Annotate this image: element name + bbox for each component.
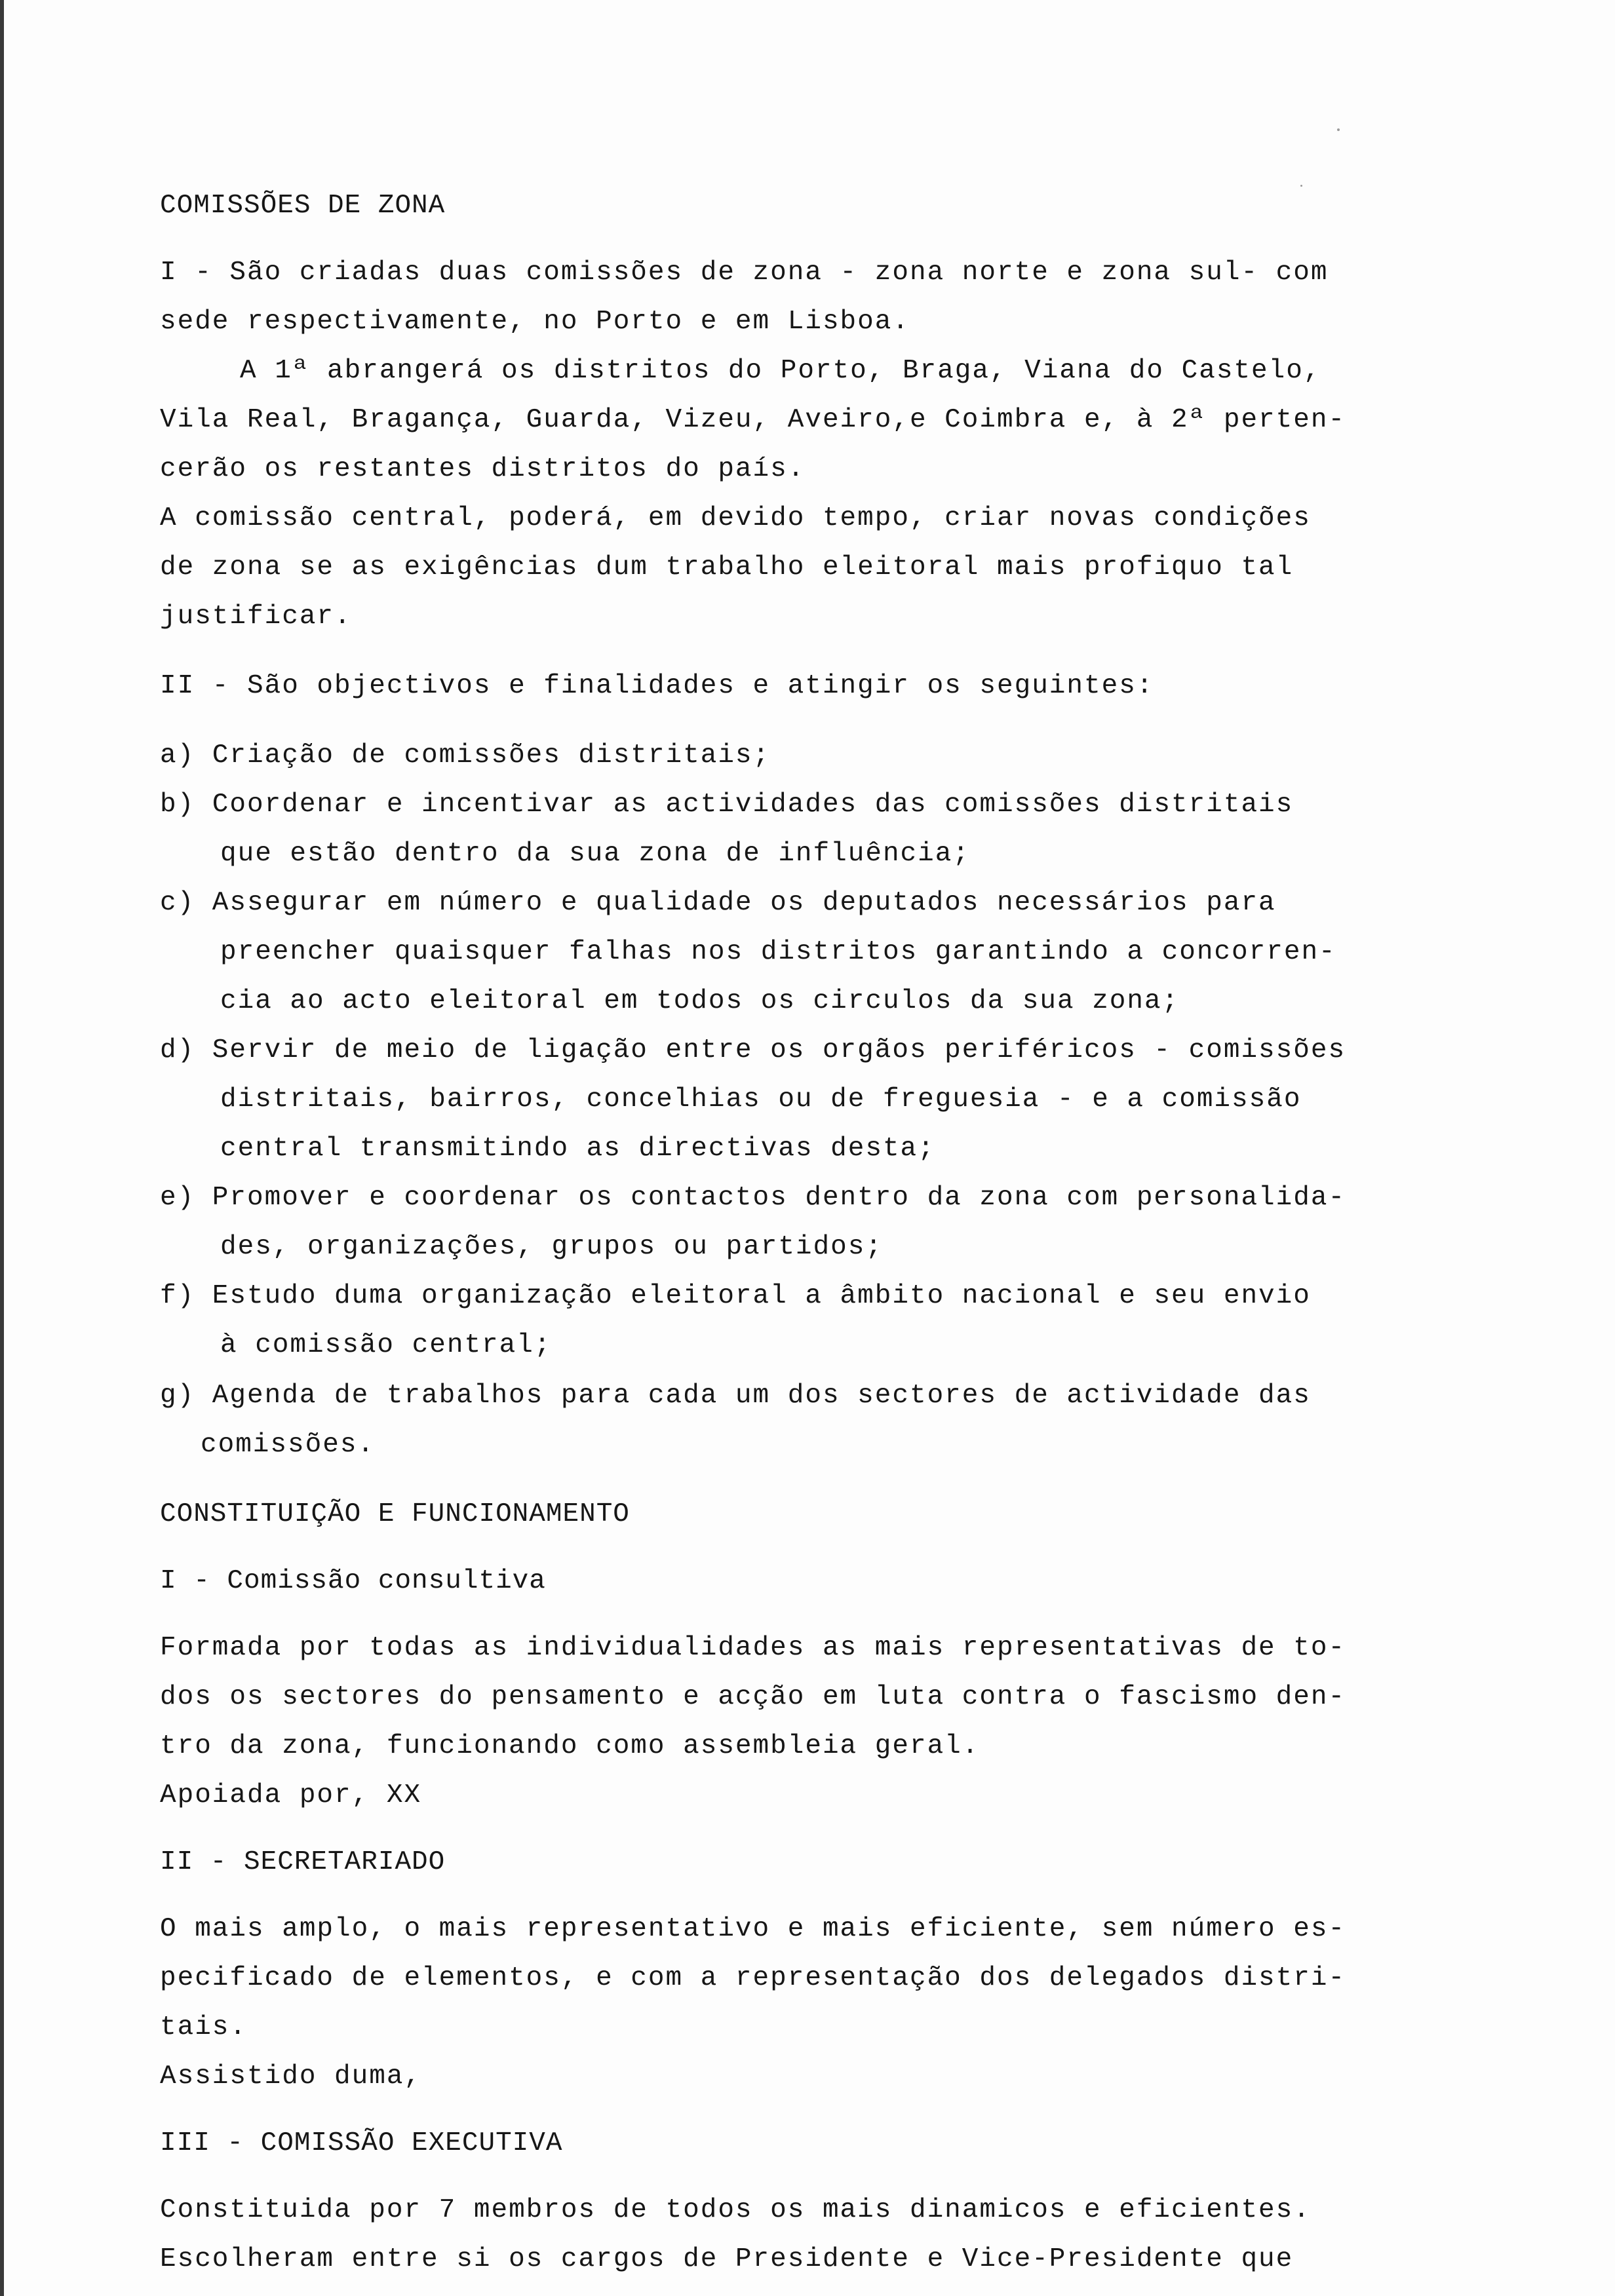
executiva-title: III - COMISSÃO EXECUTIVA: [160, 2128, 563, 2158]
secretariado-line: Assistido duma,: [160, 2061, 422, 2092]
objectivo-item: a) Criação de comissões distritais;: [160, 740, 771, 771]
executiva-line: Constituida por 7 membros de todos os mais dinamicos e eficientes.: [160, 2195, 1311, 2225]
zona-line: A comissão central, poderá, em devido tempo, criar novas condições: [160, 503, 1311, 533]
heading-comissoes-de-zona: COMISSÕES DE ZONA: [160, 191, 446, 221]
objectivo-item-continuation: distritais, bairros, concelhias ou de freguesia - e a comissão: [220, 1084, 1302, 1115]
zona-line: cerão os restantes distritos do país.: [160, 454, 806, 484]
zona-line: I - São criadas duas comissões de zona - zona norte e zona sul- com: [160, 258, 1329, 288]
objectivo-item-continuation: central transmitindo as directivas desta;: [220, 1134, 935, 1164]
zona-line: Vila Real, Bragança, Guarda, Vizeu, Aveiro,e Coimbra e, à 2ª perten-: [160, 405, 1346, 435]
objectivo-item-continuation: comissões.: [201, 1430, 376, 1460]
objectivo-item-continuation: preencher quaisquer falhas nos distritos garantindo a concorren-: [220, 937, 1336, 967]
zona-line: de zona se as exigências dum trabalho eleitoral mais profiquo tal: [160, 552, 1294, 583]
secretariado-line: O mais amplo, o mais representativo e mais eficiente, sem número es-: [160, 1914, 1346, 1944]
objectivos-intro: II - São objectivos e finalidades e atingir os seguintes:: [160, 671, 1154, 701]
scan-speck: [1337, 128, 1340, 131]
objectivo-item-continuation: à comissão central;: [220, 1330, 552, 1360]
secretariado-line: tais.: [160, 2012, 248, 2042]
scan-speck: [1300, 185, 1302, 187]
objectivo-item-continuation: que estão dentro da sua zona de influência;: [220, 839, 970, 869]
objectivo-item: g) Agenda de trabalhos para cada um dos sectores de actividade das: [160, 1381, 1311, 1411]
zona-line: justificar.: [160, 602, 352, 632]
consultiva-line: dos os sectores do pensamento e acção em luta contra o fascismo den-: [160, 1682, 1346, 1712]
consultiva-line: Formada por todas as individualidades as mais representativas de to-: [160, 1633, 1346, 1663]
zona-line: sede respectivamente, no Porto e em Lisboa.: [160, 307, 910, 337]
executiva-line: Escolheram entre si os cargos de Presidente e Vice-Presidente que: [160, 2244, 1294, 2274]
objectivo-item: e) Promover e coordenar os contactos dentro da zona com personalida-: [160, 1183, 1346, 1213]
objectivo-item-continuation: cia ao acto eleitoral em todos os circulos da sua zona;: [220, 986, 1180, 1016]
consultiva-title: I - Comissão consultiva: [160, 1566, 546, 1596]
objectivo-item: d) Servir de meio de ligação entre os orgãos periféricos - comissões: [160, 1035, 1346, 1065]
objectivo-item: b) Coordenar e incentivar as actividades das comissões distritais: [160, 790, 1294, 820]
heading-constituicao: CONSTITUIÇÃO E FUNCIONAMENTO: [160, 1499, 630, 1529]
secretariado-title: II - SECRETARIADO: [160, 1847, 446, 1877]
scan-left-edge: [0, 0, 4, 2296]
consultiva-line: Apoiada por, XX: [160, 1780, 422, 1810]
objectivo-item: f) Estudo duma organização eleitoral a âmbito nacional e seu envio: [160, 1281, 1311, 1311]
secretariado-line: pecificado de elementos, e com a representação dos delegados distri-: [160, 1963, 1346, 1993]
zona-line: A 1ª abrangerá os distritos do Porto, Braga, Viana do Castelo,: [240, 356, 1321, 386]
objectivo-item-continuation: des, organizações, grupos ou partidos;: [220, 1232, 883, 1262]
consultiva-line: tro da zona, funcionando como assembleia geral.: [160, 1731, 980, 1761]
objectivo-item: c) Assegurar em número e qualidade os deputados necessários para: [160, 888, 1276, 918]
